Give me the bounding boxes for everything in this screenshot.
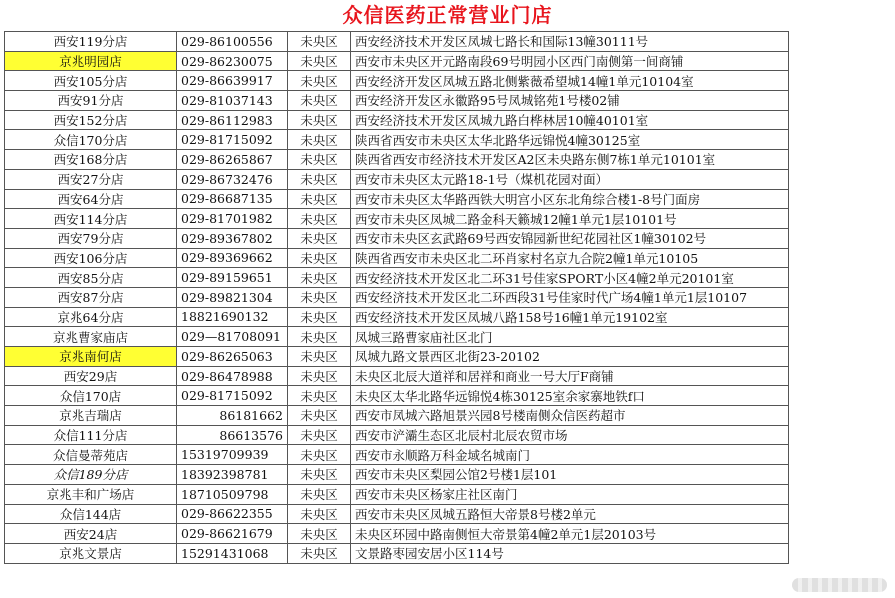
store-name-cell: 西安64分店: [5, 189, 177, 209]
table-row: [5, 169, 789, 189]
table-row: [5, 425, 789, 445]
district-cell: 未央区: [288, 209, 351, 229]
district-cell: 未央区: [288, 32, 351, 52]
phone-cell: 029-89821304: [177, 287, 288, 307]
district-cell: 未央区: [288, 366, 351, 386]
address-cell: 陕西省西安市经济技术开发区A2区未央路东侧7栋1单元10101室: [351, 150, 789, 170]
district-cell: 未央区: [288, 287, 351, 307]
address-cell: 西安经济技术开发区北二环31号佳家SPORT小区4幢2单元20101室: [351, 268, 789, 288]
table-row: [5, 209, 789, 229]
phone-cell: 18392398781: [177, 465, 288, 485]
address-cell: 未央区太华北路华远锦悦4栋30125室余家寨地铁f口: [351, 386, 789, 406]
table-row: [5, 504, 789, 524]
table-row: [5, 347, 789, 367]
district-cell: 未央区: [288, 228, 351, 248]
table-row: [5, 150, 789, 170]
address-cell: 陕西省西安市未央区北二环肖家村名京九合院2幢1单元10105: [351, 248, 789, 268]
phone-cell: 029-81037143: [177, 91, 288, 111]
address-cell: 西安经济技术开发区凤城九路白桦林居10幢40101室: [351, 110, 789, 130]
store-name-cell: 众信170分店: [5, 130, 177, 150]
address-cell: 西安市未央区凤城二路金科天籁城12幢1单元1层10101号: [351, 209, 789, 229]
address-cell: 未央区环园中路南侧恒大帝景第4幢2单元1层20103号: [351, 524, 789, 544]
address-cell: 陕西省西安市未央区太华北路华远锦悦4幢30125室: [351, 130, 789, 150]
store-name-cell: 西安106分店: [5, 248, 177, 268]
watermark: [792, 578, 887, 592]
phone-cell: 029-86100556: [177, 32, 288, 52]
address-cell: 西安市未央区凤城五路恒大帝景8号楼2单元: [351, 504, 789, 524]
district-cell: 未央区: [288, 268, 351, 288]
phone-cell: 029-86687135: [177, 189, 288, 209]
phone-cell: 86181662: [177, 406, 288, 426]
phone-cell: 029-89369662: [177, 248, 288, 268]
table-row: [5, 484, 789, 504]
address-cell: 西安市未央区太元路18-1号（煤机花园对面）: [351, 169, 789, 189]
district-cell: 未央区: [288, 524, 351, 544]
phone-cell: 029-86621679: [177, 524, 288, 544]
district-cell: 未央区: [288, 110, 351, 130]
district-cell: 未央区: [288, 347, 351, 367]
store-name-cell: 京兆丰和广场店: [5, 484, 177, 504]
address-cell: 西安市永顺路万科金域名城南门: [351, 445, 789, 465]
address-cell: 凤城三路曹家庙社区北门: [351, 327, 789, 347]
table-row: [5, 32, 789, 52]
address-cell: 西安市未央区玄武路69号西安锦园新世纪花园社区1幢30102号: [351, 228, 789, 248]
phone-cell: 18821690132: [177, 307, 288, 327]
table-row: [5, 406, 789, 426]
district-cell: 未央区: [288, 248, 351, 268]
store-name-cell: 西安91分店: [5, 91, 177, 111]
phone-cell: 029-81715092: [177, 130, 288, 150]
phone-cell: 029-86265867: [177, 150, 288, 170]
table-row: [5, 465, 789, 485]
table-row: [5, 248, 789, 268]
table-row: [5, 445, 789, 465]
store-table: [4, 31, 789, 564]
district-cell: 未央区: [288, 51, 351, 71]
address-cell: 西安经济技术开发区凤城七路长和国际13幢30111号: [351, 32, 789, 52]
address-cell: 西安市未央区太华路西铁大明宫小区东北角综合楼1-8号门面房: [351, 189, 789, 209]
table-row: [5, 307, 789, 327]
store-name-cell: 众信曼蒂苑店: [5, 445, 177, 465]
district-cell: 未央区: [288, 150, 351, 170]
table-row: [5, 543, 789, 563]
store-name-cell: 众信170店: [5, 386, 177, 406]
store-name-cell: 西安27分店: [5, 169, 177, 189]
phone-cell: 029-86112983: [177, 110, 288, 130]
store-name-cell: 西安85分店: [5, 268, 177, 288]
store-name-cell: 京兆明园店: [5, 51, 177, 71]
district-cell: 未央区: [288, 189, 351, 209]
address-cell: 西安市未央区杨家庄社区南门: [351, 484, 789, 504]
phone-cell: 029-86230075: [177, 51, 288, 71]
district-cell: 未央区: [288, 130, 351, 150]
table-row: [5, 366, 789, 386]
store-name-cell: 京兆南何店: [5, 347, 177, 367]
district-cell: 未央区: [288, 484, 351, 504]
store-name-cell: 西安79分店: [5, 228, 177, 248]
store-name-cell: 西安152分店: [5, 110, 177, 130]
district-cell: 未央区: [288, 543, 351, 563]
table-row: [5, 268, 789, 288]
phone-cell: 029-89159651: [177, 268, 288, 288]
phone-cell: 18710509798: [177, 484, 288, 504]
phone-cell: 029-86622355: [177, 504, 288, 524]
table-row: [5, 228, 789, 248]
table-row: [5, 287, 789, 307]
address-cell: 西安经济开发区凤城五路北侧紫薇希望城14幢1单元10104室: [351, 71, 789, 91]
table-row: [5, 130, 789, 150]
table-row: [5, 327, 789, 347]
table-row: [5, 51, 789, 71]
district-cell: 未央区: [288, 425, 351, 445]
table-row: [5, 91, 789, 111]
store-name-cell: 众信111分店: [5, 425, 177, 445]
phone-cell: 029-86639917: [177, 71, 288, 91]
district-cell: 未央区: [288, 406, 351, 426]
store-name-cell: 西安168分店: [5, 150, 177, 170]
phone-cell: 029-89367802: [177, 228, 288, 248]
store-name-cell: 京兆吉瑞店: [5, 406, 177, 426]
phone-cell: 029-86478988: [177, 366, 288, 386]
district-cell: 未央区: [288, 504, 351, 524]
table-row: [5, 386, 789, 406]
phone-cell: 029—81708091: [177, 327, 288, 347]
address-cell: 西安市浐灞生态区北辰村北辰农贸市场: [351, 425, 789, 445]
store-name-cell: 西安114分店: [5, 209, 177, 229]
address-cell: 未央区北辰大道祥和居祥和商业一号大厅F商铺: [351, 366, 789, 386]
address-cell: 文景路枣园安居小区114号: [351, 543, 789, 563]
phone-cell: 029-86265063: [177, 347, 288, 367]
district-cell: 未央区: [288, 307, 351, 327]
address-cell: 凤城九路文景西区北街23-20102: [351, 347, 789, 367]
district-cell: 未央区: [288, 71, 351, 91]
address-cell: 西安市凤城六路旭景兴园8号楼南侧众信医药超市: [351, 406, 789, 426]
address-cell: 西安市未央区开元路南段69号明园小区西门南侧第一间商铺: [351, 51, 789, 71]
store-name-cell: 京兆文景店: [5, 543, 177, 563]
store-name-cell: 西安29店: [5, 366, 177, 386]
table-row: [5, 189, 789, 209]
district-cell: 未央区: [288, 445, 351, 465]
store-name-cell: 西安87分店: [5, 287, 177, 307]
district-cell: 未央区: [288, 169, 351, 189]
district-cell: 未央区: [288, 465, 351, 485]
phone-cell: 15319709939: [177, 445, 288, 465]
page-title: 众信医药正常营业门店: [342, 3, 553, 27]
phone-cell: 86613576: [177, 425, 288, 445]
store-name-cell: 众信189分店: [5, 465, 177, 485]
store-table-body: [5, 32, 789, 564]
table-row: [5, 110, 789, 130]
address-cell: 西安经济技术开发区北二环西段31号佳家时代广场4幢1单元1层10107: [351, 287, 789, 307]
table-row: [5, 71, 789, 91]
district-cell: 未央区: [288, 91, 351, 111]
district-cell: 未央区: [288, 386, 351, 406]
address-cell: 西安经济开发区永徽路95号凤城铭苑1号楼02铺: [351, 91, 789, 111]
store-name-cell: 众信144店: [5, 504, 177, 524]
phone-cell: 029-81701982: [177, 209, 288, 229]
address-cell: 西安经济技术开发区凤城八路158号16幢1单元19102室: [351, 307, 789, 327]
phone-cell: 15291431068: [177, 543, 288, 563]
address-cell: 西安市未央区梨园公馆2号楼1层101: [351, 465, 789, 485]
district-cell: 未央区: [288, 327, 351, 347]
phone-cell: 029-81715092: [177, 386, 288, 406]
table-row: [5, 524, 789, 544]
store-name-cell: 京兆曹家庙店: [5, 327, 177, 347]
store-name-cell: 京兆64分店: [5, 307, 177, 327]
store-name-cell: 西安105分店: [5, 71, 177, 91]
phone-cell: 029-86732476: [177, 169, 288, 189]
store-name-cell: 西安119分店: [5, 32, 177, 52]
store-name-cell: 西安24店: [5, 524, 177, 544]
